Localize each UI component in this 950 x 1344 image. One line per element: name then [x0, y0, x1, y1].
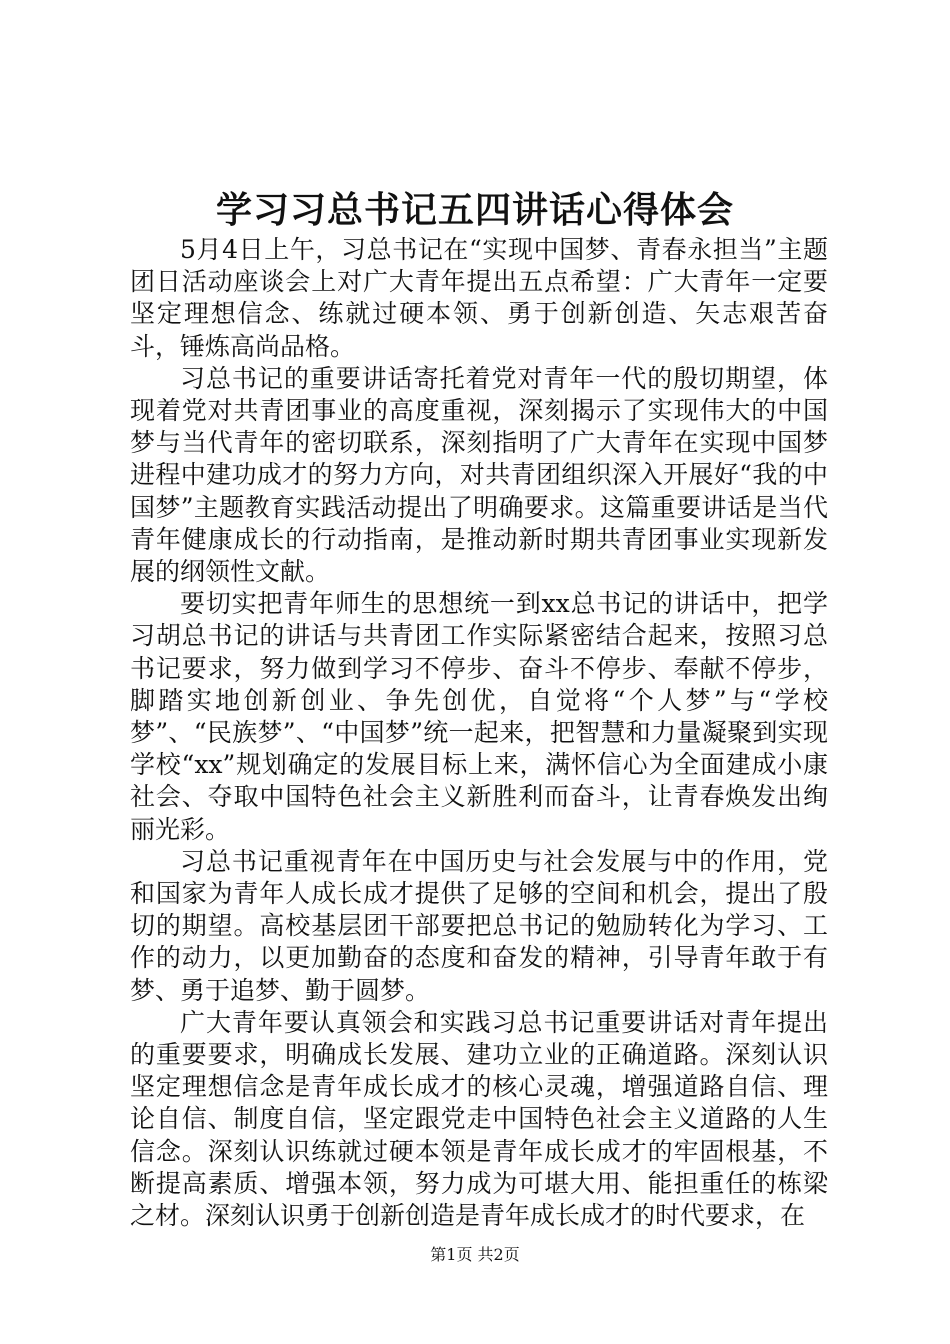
document-body	[130, 234, 828, 1232]
page-footer: 第1页 共2页	[430, 1245, 520, 1264]
paragraph-1: 5月4日上午，习总书记在“实现中国梦、青春永担当”主题团日活动座谈会上对广大青年提出五点希望：广大青年一定要坚定理想信念、练就过硬本领、勇于创新创造、矢志艰苦奋斗，锤炼高尚品格。	[130, 235, 828, 361]
page-title: 学习习总书记五四讲话心得体会	[215, 189, 734, 231]
paragraph-5: 广大青年要认真领会和实践习总书记重要讲话对青年提出的重要要求，明确成长发展、建功立业的正确道路。深刻认识坚定理想信念是青年成长成才的核心灵魂，增强道路自信、理论自信、制度自信，坚定跟党走中国特色社会主义道路的人生信念。深刻认识练就过硬本领是青年成长成才的牢固根基，不断提高素质、增强本领，努力成为可堪大用、能担重任的栋梁之材。深刻认识勇于创新创造是青年成长成才的时代要求，在	[130, 1007, 828, 1231]
paragraph-4: 习总书记重视青年在中国历史与社会发展与中的作用，党和国家为青年人成长成才提供了足够的空间和机会，提出了殷切的期望。高校基层团干部要把总书记的勉励转化为学习、工作的动力，以更加勤奋的态度和奋发的精神，引导青年敢于有梦、勇于追梦、勤于圆梦。	[130, 846, 828, 1005]
paragraph-3: 要切实把青年师生的思想统一到xx总书记的讲话中，把学习胡总书记的讲话与共青团工作实际紧密结合起来，按照习总书记要求，努力做到学习不停步、奋斗不停步、奉献不停步，脚踏实地创新创业、争先创优，自觉将“个人梦”与“学校梦”、“民族梦”、“中国梦”统一起来，把智慧和力量凝聚到实现学校“xx”规划确定的发展目标上来，满怀信心为全面建成小康社会、夺取中国特色社会主义新胜利而奋斗，让青春焕发出绚丽光彩。	[130, 589, 828, 844]
paragraph-2: 习总书记的重要讲话寄托着党对青年一代的殷切期望，体现着党对共青团事业的高度重视，深刻揭示了实现伟大的中国梦与当代青年的密切联系，深刻指明了广大青年在实现中国梦进程中建功成才的努力方向，对共青团组织深入开展好“我的中国梦”主题教育实践活动提出了明确要求。这篇重要讲话是当代青年健康成长的行动指南，是推动新时期共青团事业实现新发展的纲领性文献。	[130, 363, 828, 587]
